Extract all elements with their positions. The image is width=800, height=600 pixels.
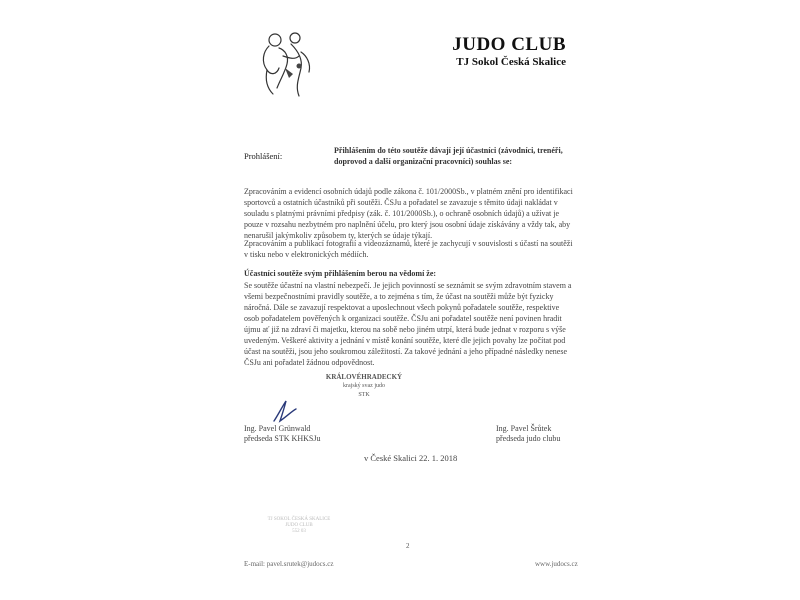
club-name: JUDO CLUB — [452, 34, 566, 55]
faint-stamp-line-3: 552 03 — [292, 529, 306, 534]
page-number: 2 — [406, 542, 410, 550]
club-subtitle: TJ Sokol Česká Skalice — [456, 56, 566, 68]
place-and-date: v České Skalici 22. 1. 2018 — [364, 453, 458, 463]
stamp-line-2: krajský svaz judo — [343, 383, 385, 389]
stamp-line-1: KRÁLOVÉHRADECKÝ — [325, 373, 403, 381]
signatory-left-role: předseda STK KHKSJu — [244, 434, 321, 443]
faint-stamp-line-2: JUDO CLUB — [285, 523, 313, 528]
signatory-right-role: předseda judo clubu — [496, 434, 561, 443]
declaration-label: Prohlášení: — [244, 151, 283, 161]
section-heading: Účastníci soutěže svým přihlášením berou na vědomí že: — [244, 269, 437, 278]
official-stamp — [322, 373, 406, 400]
footer-email: E-mail: pavel.srutek@judocs.cz — [244, 560, 334, 568]
signatory-left-name: Ing. Pavel Grünwald — [244, 424, 311, 433]
stamp-line-3: STK — [358, 392, 370, 398]
judo-logo-icon — [255, 28, 317, 100]
signatory-right-name: Ing. Pavel Šrůtek — [496, 424, 552, 433]
paragraph-personal-data: Zpracováním a evidencí osobních údajů podle zákona č. 101/2000Sb., v platném znění pro identifikaci sportovců a ostatních účastníků při soutěži. ČSJu a pořadatel se zavazuje s těmito údaji nakládat v souladu s platnými právními předpisy (zák. č. 101/2000Sb.), o ochraně osobních údajů) a užívat je pouze v rozsahu nezbytném pro naplnění účelu, pro který jsou osobní údaje získávány a vždy tak, aby nenarušil jakýmkoliv způsobem ty, kterých se údaje týkají. — [244, 187, 573, 240]
faint-stamp-line-1: TJ SOKOL ČESKÁ SKALICE — [267, 517, 331, 522]
signatory-right — [496, 424, 560, 444]
faint-club-stamp — [262, 517, 336, 535]
footer-website: www.judocs.cz — [535, 560, 578, 568]
signatory-left — [244, 424, 320, 444]
declaration-intro: Přihlášením do této soutěže dávají její účastníci (závodníci, trenéři, doprovod a další organizační pracovníci) souhlas se: — [334, 146, 563, 166]
paragraph-risk: Se soutěže účastní na vlastní nebezpečí. Je jejich povinností se seznámit se svým zdravotním stavem a všemi bezpečnostními pravidly soutěže, a to zejména s tím, že účast na soutěži může být fyzicky náročná. Dále se zavazují respektovat a uposlechnout všech pokynů pořadatele soutěže, respektive osob pořadatelem pověřených k organizaci soutěže. ČSJu ani pořadatel soutěže není povinen hradit újmu ať již na zdraví či majetku, kterou na sobě nebo jiném utrpí, která bude jednat v rozporu s výše uvedeným. Veškeré aktivity a jednání v místě konání soutěže, které dle jejich povahy lze počítat pod účast na soutěži, jsou jeho soukromou záležitostí. Za takové jednání a jeho případné následky nenese ČSJu ani pořadatel žádnou odpovědnost. — [244, 281, 572, 367]
handwritten-signature — [270, 397, 300, 425]
paragraph-photos: Zpracováním a publikací fotografií a videozáznamů, které je zachycují v souvislosti s účastí na soutěži v tisku nebo v elektronických médiích. — [244, 239, 573, 259]
